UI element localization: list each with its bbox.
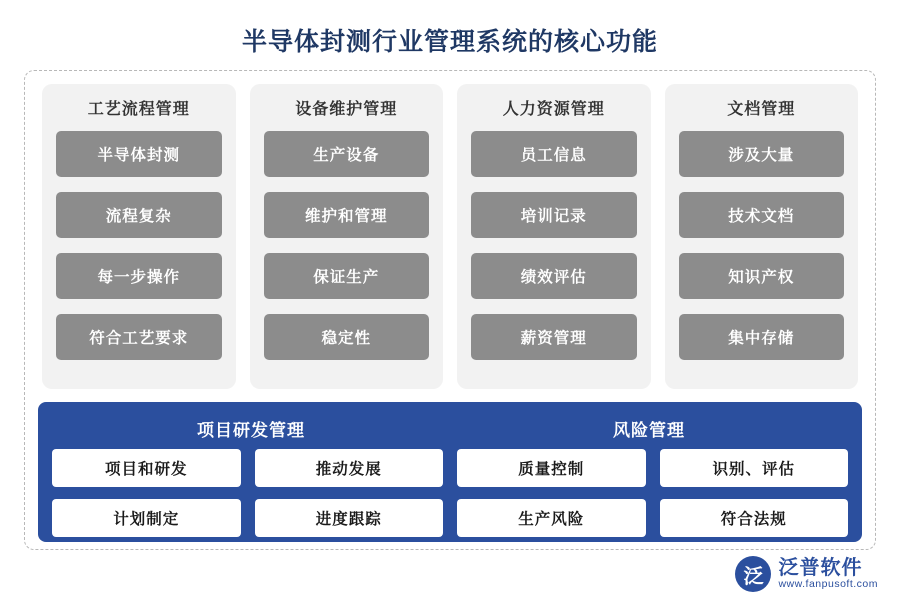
chip-item[interactable]: 符合工艺要求 <box>56 314 222 360</box>
chip-item[interactable]: 技术文档 <box>679 192 845 238</box>
chip-item[interactable]: 半导体封测 <box>56 131 222 177</box>
brand-logo <box>735 556 878 592</box>
bottom-chip-item[interactable]: 推动发展 <box>255 449 444 487</box>
chip-item[interactable]: 生产设备 <box>264 131 430 177</box>
bottom-chip-item[interactable]: 符合法规 <box>660 499 849 537</box>
chip-item[interactable]: 每一步操作 <box>56 253 222 299</box>
chip-item[interactable]: 稳定性 <box>264 314 430 360</box>
chip-item[interactable]: 保证生产 <box>264 253 430 299</box>
chip-item[interactable]: 涉及大量 <box>679 131 845 177</box>
column-title: 人力资源管理 <box>502 101 605 118</box>
logo-mark-icon: 泛 <box>735 556 771 592</box>
bottom-chip-item[interactable]: 项目和研发 <box>52 449 241 487</box>
bottom-chip-item[interactable]: 质量控制 <box>457 449 646 487</box>
page-title: 半导体封测行业管理系统的核心功能 <box>241 28 658 56</box>
column-title: 工艺流程管理 <box>87 101 190 118</box>
logo-name-en: www.fanpusoft.com <box>778 577 878 590</box>
chip-item[interactable]: 培训记录 <box>471 192 637 238</box>
bottom-chip-item[interactable]: 识别、评估 <box>660 449 849 487</box>
bottom-chip-item[interactable]: 计划制定 <box>52 499 241 537</box>
chip-item[interactable]: 绩效评估 <box>471 253 637 299</box>
chip-item[interactable]: 知识产权 <box>679 253 845 299</box>
chip-item[interactable]: 薪资管理 <box>471 314 637 360</box>
column-document-management <box>665 84 859 389</box>
chip-item[interactable]: 员工信息 <box>471 131 637 177</box>
bottom-chip-item[interactable]: 生产风险 <box>457 499 646 537</box>
column-title: 设备维护管理 <box>295 101 398 118</box>
chip-item[interactable]: 流程复杂 <box>56 192 222 238</box>
column-human-resources <box>457 84 651 389</box>
column-equipment-maintenance <box>250 84 444 389</box>
bottom-group-title-risk: 风险管理 <box>613 421 685 440</box>
bottom-chip-item[interactable]: 进度跟踪 <box>255 499 444 537</box>
bottom-items-grid <box>52 449 848 537</box>
bottom-headers <box>52 412 848 449</box>
bottom-group-title-rnd: 项目研发管理 <box>197 421 305 440</box>
logo-name-cn: 泛普软件 <box>778 556 863 579</box>
column-process-management <box>42 84 236 389</box>
logo-text <box>778 558 878 590</box>
chip-item[interactable]: 集中存储 <box>679 314 845 360</box>
bottom-blue-panel <box>38 402 862 542</box>
chip-item[interactable]: 维护和管理 <box>264 192 430 238</box>
top-columns-section <box>42 84 858 389</box>
column-title: 文档管理 <box>727 101 796 118</box>
